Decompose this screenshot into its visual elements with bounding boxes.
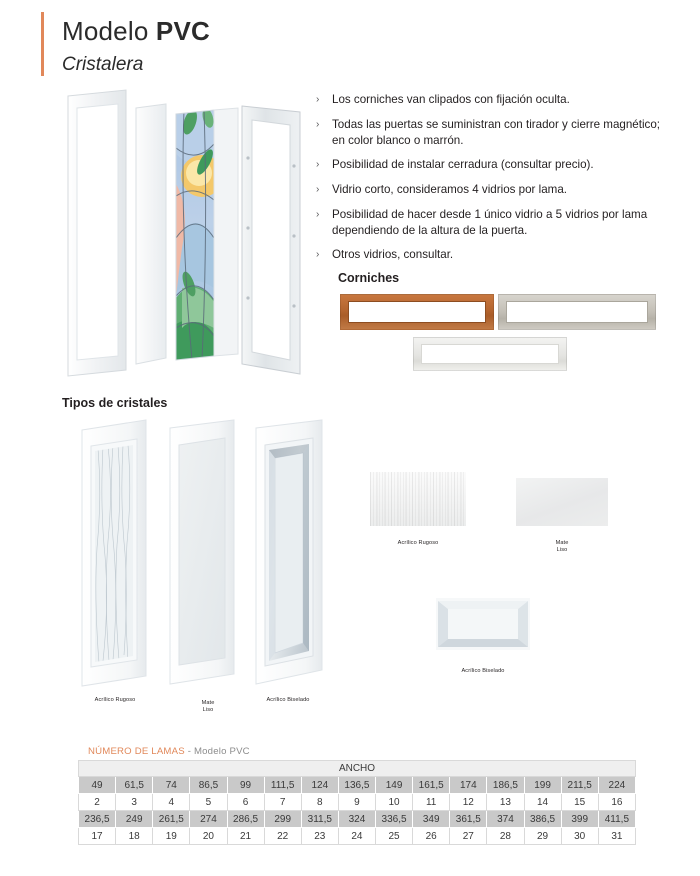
list-item-label: Todas las puertas se suministran con tirador y cierre magnético; en color blanco o marrón.: [332, 118, 660, 147]
glass-panel-caption-rugoso: Acrílico Rugoso: [94, 697, 136, 703]
page-subtitle: Cristalera: [62, 54, 144, 75]
table-cell: 24: [338, 828, 375, 845]
caption-line-2: Liso: [202, 707, 214, 713]
material-chip: [516, 478, 608, 526]
table-row: [79, 794, 636, 811]
table-cell: 74: [153, 777, 190, 794]
cornice-swatch-wood: [340, 294, 494, 330]
chevron-right-icon: ›: [316, 94, 320, 105]
material-caption-mate: [532, 540, 592, 554]
table-cell: 22: [264, 828, 301, 845]
list-item: [316, 182, 672, 198]
table-cell: 174: [450, 777, 487, 794]
chevron-right-icon: ›: [316, 249, 320, 260]
table-cell: 274: [190, 811, 227, 828]
table-cell: 21: [227, 828, 264, 845]
cornice-swatch-grey: [498, 294, 656, 330]
glass-panel-caption-biselado: Acrílico Biselado: [266, 697, 310, 703]
cornices-heading: Corniches: [338, 271, 400, 285]
table-cell: 6: [227, 794, 264, 811]
table-cell: 18: [116, 828, 153, 845]
table-cell: 386,5: [524, 811, 561, 828]
table-cell: 23: [301, 828, 338, 845]
table-cell: 261,5: [153, 811, 190, 828]
page-title-prefix: Modelo: [62, 16, 156, 46]
material-sample-rugoso: [370, 472, 466, 526]
cornice-swatch-white: [413, 337, 567, 371]
page-title: [62, 16, 210, 47]
table-cell: 7: [264, 794, 301, 811]
table-cell: 286,5: [227, 811, 264, 828]
list-item: [316, 157, 672, 173]
page-title-model: PVC: [155, 16, 210, 46]
table-row: [79, 828, 636, 845]
table-cell: 25: [376, 828, 413, 845]
table-cell: 361,5: [450, 811, 487, 828]
table-cell: 186,5: [487, 777, 524, 794]
table-cell: 49: [79, 777, 116, 794]
table-row: [79, 811, 636, 828]
list-item-label: Otros vidrios, consultar.: [332, 248, 454, 261]
list-item: [316, 207, 672, 238]
table-cell: 4: [153, 794, 190, 811]
list-item-label: Posibilidad de hacer desde 1 único vidrio a 5 vidrios por lama dependiendo de la altura de la puerta.: [332, 208, 648, 237]
table-cell: 16: [598, 794, 635, 811]
caption-line-1: Mate: [201, 700, 215, 706]
cornice-inner: [348, 301, 486, 323]
table-cell: 27: [450, 828, 487, 845]
table-cell: 161,5: [413, 777, 450, 794]
table-cell: 411,5: [598, 811, 635, 828]
table-cell: 136,5: [338, 777, 375, 794]
table-cell: 30: [561, 828, 598, 845]
table-cell: 236,5: [79, 811, 116, 828]
chevron-right-icon: ›: [316, 159, 320, 170]
list-item-label: Vidrio corto, consideramos 4 vidrios por lama.: [332, 183, 567, 196]
table-cell: 3: [116, 794, 153, 811]
material-chip: [370, 472, 466, 526]
table-cell: 11: [413, 794, 450, 811]
table-cell: 13: [487, 794, 524, 811]
features-list: [316, 92, 672, 272]
list-item: [316, 247, 672, 263]
table-title: [88, 746, 250, 757]
list-item-label: Posibilidad de instalar cerradura (consultar precio).: [332, 158, 594, 171]
hero-white-frame: [68, 90, 126, 376]
table-row-header: [79, 761, 636, 777]
hero-back-panel: [214, 108, 238, 356]
table-cell: 299: [264, 811, 301, 828]
table-cell: 399: [561, 811, 598, 828]
table-cell: 374: [487, 811, 524, 828]
table-cell: 199: [524, 777, 561, 794]
table-cell: 31: [598, 828, 635, 845]
table-cell: 311,5: [301, 811, 338, 828]
table-header-ancho: ANCHO: [79, 761, 636, 777]
table-cell: 8: [301, 794, 338, 811]
material-sample-biselado: [436, 598, 530, 650]
table-cell: 10: [376, 794, 413, 811]
table-cell: 20: [190, 828, 227, 845]
table-cell: 86,5: [190, 777, 227, 794]
glass-type-panels: [78, 418, 328, 695]
glass-types-heading: Tipos de cristales: [62, 396, 168, 410]
table-cell: 17: [79, 828, 116, 845]
chevron-right-icon: ›: [316, 209, 320, 220]
table-cell: 249: [116, 811, 153, 828]
accent-bar: [41, 12, 44, 76]
chevron-right-icon: ›: [316, 119, 320, 130]
table-cell: 5: [190, 794, 227, 811]
caption-line-2: Liso: [556, 547, 568, 553]
table-cell: 9: [338, 794, 375, 811]
table-cell: 26: [413, 828, 450, 845]
table-cell: 224: [598, 777, 635, 794]
chevron-right-icon: ›: [316, 184, 320, 195]
table-cell: 124: [301, 777, 338, 794]
material-caption-biselado: Acrílico Biselado: [461, 668, 505, 674]
table-title-main: NÚMERO DE LAMAS: [88, 746, 185, 757]
table-cell: 349: [413, 811, 450, 828]
table-cell: 211,5: [561, 777, 598, 794]
table-cell: 324: [338, 811, 375, 828]
table-cell: 99: [227, 777, 264, 794]
cornice-inner: [506, 301, 648, 323]
table-cell: 61,5: [116, 777, 153, 794]
lamas-table: [78, 760, 636, 845]
material-sample-mate: [516, 478, 608, 526]
table-cell: 15: [561, 794, 598, 811]
table-cell: 19: [153, 828, 190, 845]
glass-panel-rugoso: [82, 420, 146, 686]
table-cell: 2: [79, 794, 116, 811]
list-item: [316, 92, 672, 108]
caption-line-1: Mate: [555, 540, 569, 546]
table-cell: 28: [487, 828, 524, 845]
table-cell: 111,5: [264, 777, 301, 794]
table-cell: 29: [524, 828, 561, 845]
table-title-sub: - Modelo PVC: [184, 746, 250, 757]
table-row: [79, 777, 636, 794]
table-cell: 14: [524, 794, 561, 811]
hero-aluminium-frame: [242, 106, 300, 374]
cornice-inner: [421, 344, 559, 364]
list-item: [316, 117, 672, 148]
glass-panel-mate: [170, 420, 234, 684]
list-item-label: Los corniches van clipados con fijación oculta.: [332, 93, 570, 106]
table-cell: 12: [450, 794, 487, 811]
product-exploded-image: [62, 88, 306, 380]
table-cell: 149: [376, 777, 413, 794]
glass-panel-biselado: [256, 420, 322, 684]
material-caption-rugoso: Acrílico Rugoso: [397, 540, 439, 546]
glass-panel-caption-mate: [178, 700, 238, 714]
table-cell: 336,5: [376, 811, 413, 828]
hero-white-panel: [136, 104, 166, 364]
